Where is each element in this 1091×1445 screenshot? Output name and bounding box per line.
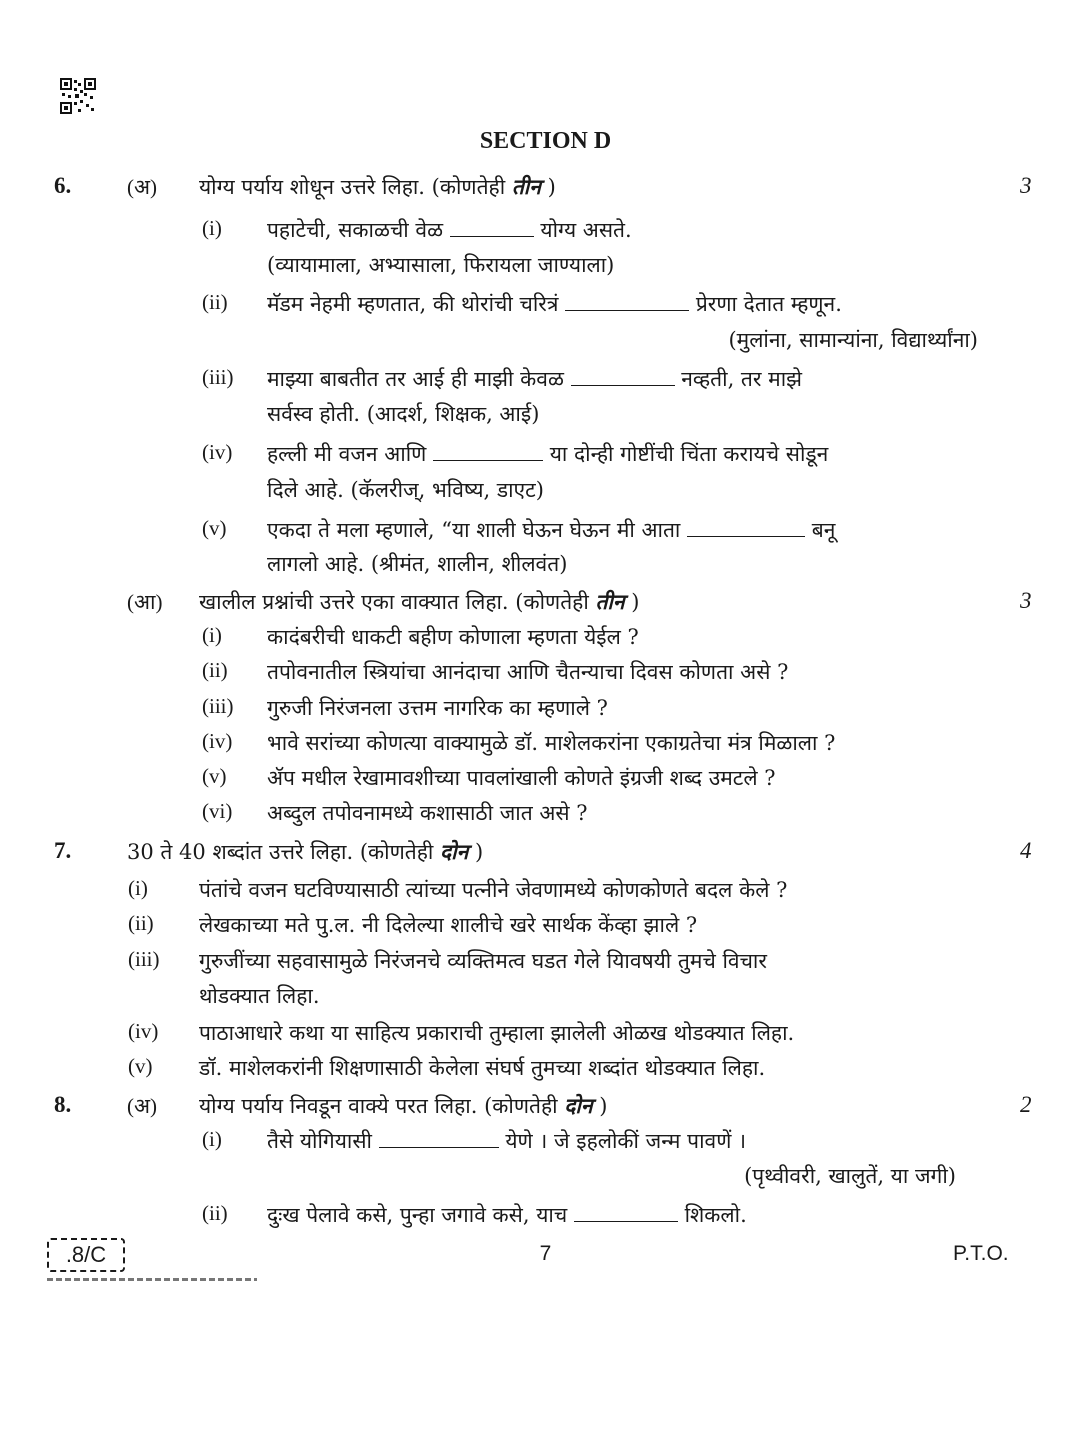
item-text: पहाटेची, सकाळची वेळ योग्य असते.: [267, 218, 632, 242]
fill-blank: [379, 1131, 499, 1148]
item-label: (iv): [128, 1019, 159, 1043]
fill-blank: [450, 220, 534, 237]
item-options: दिले आहे. (कॅलरीज्, भविष्य, डाएट): [267, 478, 544, 502]
item-options: (व्यायामाला, अभ्यासाला, फिरायला जाण्याला): [267, 253, 615, 277]
item-label: (i): [202, 1127, 222, 1151]
item-text: भावे सरांच्या कोणत्या वाक्यामुळे डॉ. माशेलकरांना एकाग्रतेचा मंत्र मिळाला ?: [267, 731, 836, 755]
fill-blank: [433, 444, 543, 461]
part-label: (अ): [127, 175, 158, 199]
qr-code-icon: [60, 78, 96, 114]
item-text: माझ्या बाबतीत तर आई ही माझी केवळ नव्हती, तर माझे: [267, 367, 803, 391]
fill-blank: [687, 520, 805, 537]
item-label: (iii): [202, 694, 234, 718]
item-text: डॉ. माशेलकरांनी शिक्षणासाठी केलेला संघर्ष तुमच्या शब्दांत थोडक्यात लिहा.: [199, 1056, 766, 1080]
item-text: मॅडम नेहमी म्हणतात, की थोरांची चरित्रं प्रेरणा देतात म्हणून.: [267, 292, 842, 316]
part-label: (अ): [127, 1094, 158, 1118]
item-text: ॲप मधील रेखामावशीच्या पावलांखाली कोणते इंग्रजी शब्द उमटले ?: [267, 766, 776, 790]
item-label: (iv): [202, 729, 233, 753]
item-label: (v): [202, 764, 227, 788]
item-text: अब्दुल तपोवनामध्ये कशासाठी जात असे ?: [267, 801, 588, 825]
item-label: (i): [128, 876, 148, 900]
item-label: (iii): [202, 365, 234, 389]
marks: 2: [1020, 1092, 1032, 1117]
page-number: 7: [539, 1242, 552, 1265]
please-turn-over: P.T.O.: [953, 1242, 1009, 1265]
fill-blank: [565, 294, 689, 311]
instruction: योग्य पर्याय निवडून वाक्ये परत लिहा. (कोणतेही दोन ): [199, 1093, 608, 1118]
item-text: तैसे योगियासी येणे । जे इहलोकीं जन्म पावणें ।: [267, 1129, 747, 1153]
item-text: दुःख पेलावे कसे, पुन्हा जगावे कसे, याच शिकलो.: [267, 1203, 747, 1227]
item-text: एकदा ते मला म्हणाले, “या शाली घेऊन घेऊन मी आता बनू: [267, 518, 836, 542]
item-label: (vi): [202, 799, 233, 823]
item-options: सर्वस्व होती. (आदर्श, शिक्षक, आई): [267, 402, 540, 426]
marks: 3: [1020, 588, 1032, 613]
instruction: 30 ते 40 शब्दांत उत्तरे लिहा. (कोणतेही दोन ): [127, 839, 484, 864]
item-label: (iii): [128, 947, 160, 971]
paper-code: .8/C: [47, 1238, 125, 1272]
item-options: (पृथ्वीवरी, खालुतें, या जगी): [744, 1164, 956, 1188]
instruction: योग्य पर्याय शोधून उत्तरे लिहा. (कोणतेही तीन ): [199, 174, 556, 199]
item-text: गुरुजींच्या सहवासामुळे निरंजनचे व्यक्तिमत्व घडत गेले यािवषयी तुमचे विचार: [199, 949, 767, 973]
fill-blank: [571, 369, 675, 386]
item-label: (ii): [128, 911, 154, 935]
item-text: हल्ली मी वजन आणि या दोन्ही गोष्टींची चिंता करायचे सोडून: [267, 442, 829, 466]
question-number: 7.: [54, 838, 72, 863]
fill-blank: [574, 1205, 678, 1222]
part-label: (आ): [127, 590, 163, 614]
item-label: (v): [128, 1054, 153, 1078]
item-label: (i): [202, 623, 222, 647]
item-label: (ii): [202, 1201, 228, 1225]
instruction: खालील प्रश्नांची उत्तरे एका वाक्यात लिहा. (कोणतेही तीन ): [199, 589, 640, 614]
item-text: तपोवनातील स्त्रियांचा आनंदाचा आणि चैतन्याचा दिवस कोणता असे ?: [267, 660, 789, 684]
item-options: लागलो आहे. (श्रीमंत, शालीन, शीलवंत): [267, 552, 568, 576]
item-text: लेखकाच्या मते पु.ल. नी दिलेल्या शालीचे खरे सार्थक केंव्हा झाले ?: [199, 913, 698, 937]
item-text: पाठाआधारे कथा या साहित्य प्रकाराची तुम्हाला झालेली ओळख थोडक्यात लिहा.: [199, 1021, 795, 1045]
item-label: (v): [202, 516, 227, 540]
section-title: SECTION D: [479, 128, 612, 154]
item-text: कादंबरीची धाकटी बहीण कोणाला म्हणता येईल ?: [267, 625, 639, 649]
question-number: 8.: [54, 1092, 72, 1117]
item-label: (ii): [202, 290, 228, 314]
item-label: (iv): [202, 440, 233, 464]
item-label: (i): [202, 216, 222, 240]
marks: 3: [1020, 173, 1032, 198]
microprint-line: [47, 1278, 257, 1281]
item-label: (ii): [202, 658, 228, 682]
item-text: थोडक्यात लिहा.: [199, 984, 320, 1008]
item-options: (मुलांना, सामान्यांना, विद्यार्थ्यांना): [728, 328, 978, 352]
marks: 4: [1020, 838, 1032, 863]
item-text: गुरुजी निरंजनला उत्तम नागरिक का म्हणाले ?: [267, 696, 608, 720]
question-number: 6.: [54, 173, 72, 198]
item-text: पंतांचे वजन घटविण्यासाठी त्यांच्या पत्नीने जेवणामध्ये कोणकोणते बदल केले ?: [199, 878, 788, 902]
